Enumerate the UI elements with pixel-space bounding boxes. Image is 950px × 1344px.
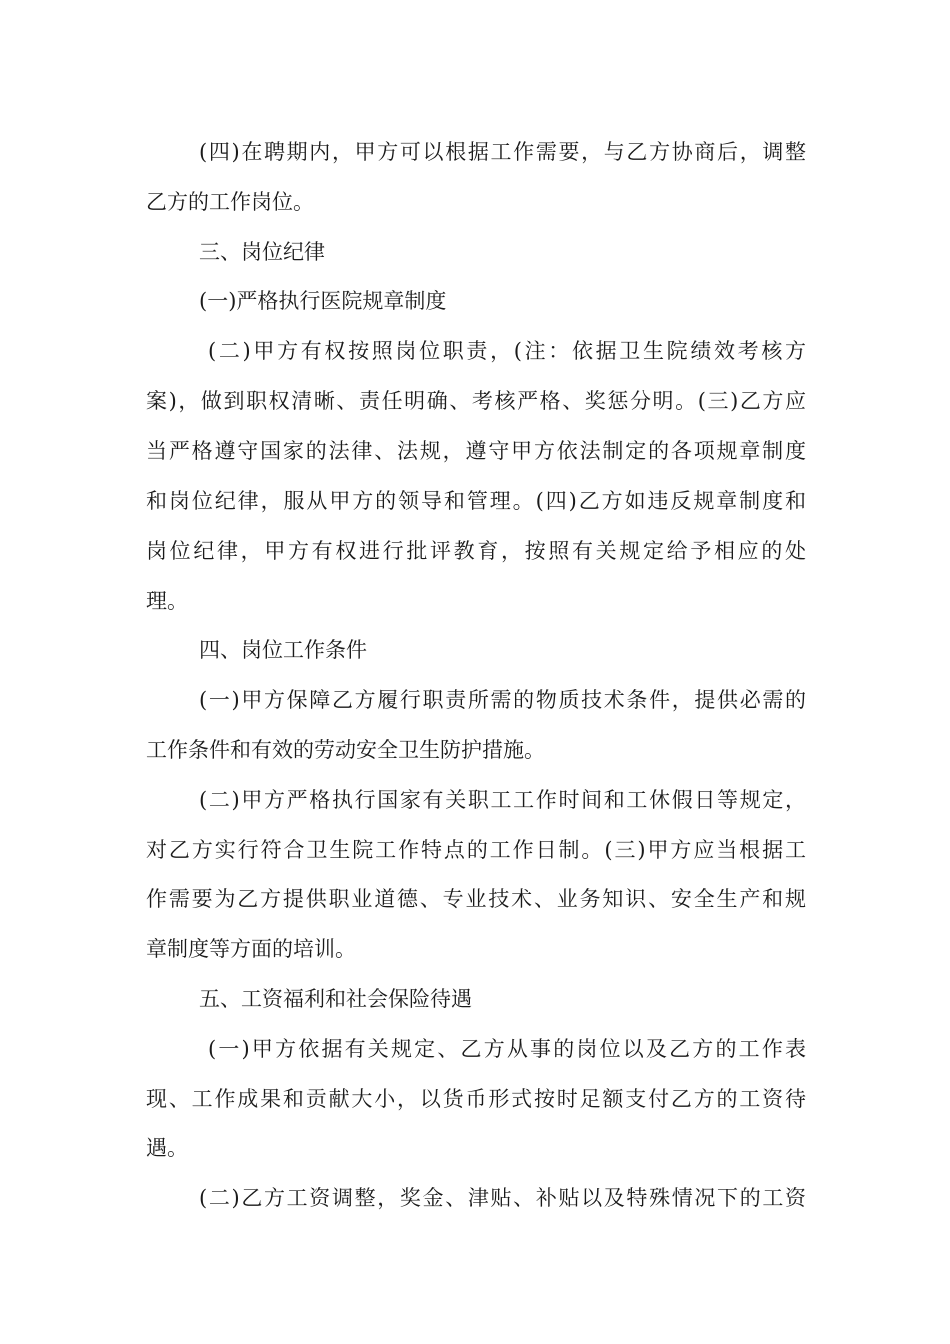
paragraph-line: 工作条件和有效的劳动安全卫生防护措施。	[146, 738, 545, 762]
paragraph-line: 和岗位纪律，服从甲方的领导和管理。(四)乙方如违反规章制度和	[146, 489, 806, 513]
paragraph-line: 乙方的工作岗位。	[146, 190, 314, 214]
paragraph-line: 章制度等方面的培训。	[146, 937, 356, 961]
section-heading: 五、工资福利和社会保险待遇	[199, 987, 472, 1011]
paragraph-line: (二)甲方有权按照岗位职责，(注：依据卫生院绩效考核方	[208, 339, 806, 363]
paragraph-line: (四)在聘期内，甲方可以根据工作需要，与乙方协商后，调整	[199, 140, 806, 164]
paragraph-line: 理。	[146, 589, 188, 613]
paragraph-line: (一)严格执行医院规章制度	[199, 289, 447, 313]
section-heading: 三、岗位纪律	[199, 240, 325, 264]
paragraph-line: 作需要为乙方提供职业道德、专业技术、业务知识、安全生产和规	[146, 887, 806, 911]
paragraph-line: 现、工作成果和贡献大小，以货币形式按时足额支付乙方的工资待	[146, 1087, 806, 1111]
paragraph-line: 岗位纪律，甲方有权进行批评教育，按照有关规定给予相应的处	[146, 539, 806, 563]
paragraph-line: 当严格遵守国家的法律、法规，遵守甲方依法制定的各项规章制度	[146, 439, 806, 463]
paragraph-line: (一)甲方保障乙方履行职责所需的物质技术条件，提供必需的	[199, 688, 806, 712]
paragraph-line: (一)甲方依据有关规定、乙方从事的岗位以及乙方的工作表	[208, 1037, 806, 1061]
paragraph-line: (二)甲方严格执行国家有关职工工作时间和工休假日等规定，	[199, 788, 806, 812]
section-heading: 四、岗位工作条件	[199, 638, 367, 662]
paragraph-line: (二)乙方工资调整，奖金、津贴、补贴以及特殊情况下的工资	[199, 1186, 806, 1210]
paragraph-line: 遇。	[146, 1136, 188, 1160]
paragraph-line: 案)，做到职权清晰、责任明确、考核严格、奖惩分明。(三)乙方应	[146, 389, 806, 413]
paragraph-line: 对乙方实行符合卫生院工作特点的工作日制。(三)甲方应当根据工	[146, 838, 806, 862]
